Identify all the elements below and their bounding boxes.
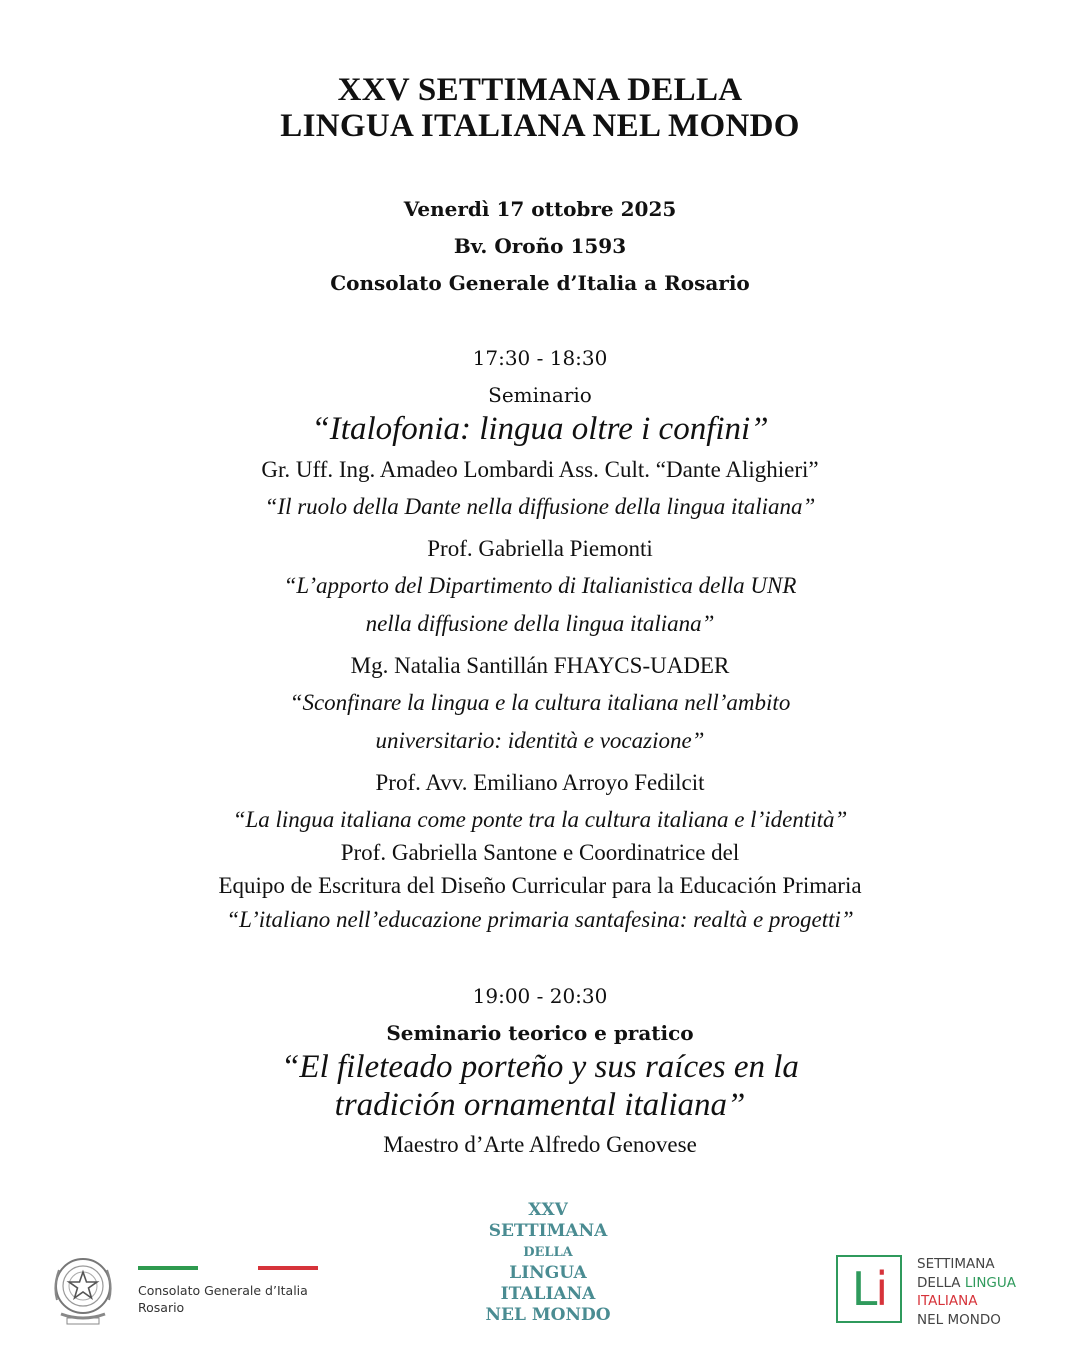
event-date: Venerdì 17 ottobre 2025 — [403, 197, 677, 221]
session1-time: 17:30 - 18:30 — [472, 346, 608, 370]
speaker-santone-line2: Equipo de Escritura del Diseño Curricular para la Educación Primaria — [218, 873, 862, 898]
li-line-italiana: ITALIANA — [917, 1293, 978, 1309]
topic-piemonti-line2: nella diffusione della lingua italiana” — [365, 611, 715, 636]
session2-title-line2: tradición ornamental italiana” — [334, 1087, 746, 1123]
italian-republic-emblem-icon — [47, 1248, 119, 1330]
center-logo-line: SETTIMANA — [488, 1221, 608, 1241]
li-word-lingua: LINGUA — [964, 1274, 1016, 1291]
li-line-settimana: SETTIMANA — [917, 1256, 995, 1272]
center-logo-line: DELLA — [523, 1245, 573, 1260]
consulate-name: Consolato Generale d’Italia — [138, 1283, 308, 1298]
topic-santone: “L’italiano nell’educazione primaria santafesina: realtà e progetti” — [226, 907, 854, 932]
session2-time: 19:00 - 20:30 — [472, 984, 608, 1008]
topic-arroyo: “La lingua italiana come ponte tra la cultura italiana e l’identità” — [232, 807, 848, 832]
topic-lombardi: “Il ruolo della Dante nella diffusione della lingua italiana” — [264, 494, 816, 519]
flag-green-segment — [138, 1266, 198, 1270]
session2-title-line1: “El fileteado porteño y sus raíces en la — [281, 1049, 799, 1085]
li-word-della: DELLA — [917, 1274, 961, 1291]
title-line-1: XXV SETTIMANA DELLA — [337, 72, 743, 108]
consulate-logo-text — [138, 1282, 308, 1316]
speaker-santone-line1: Prof. Gabriella Santone e Coordinatrice del — [340, 840, 740, 865]
li-letter-i: i — [875, 1262, 887, 1316]
session2-speaker: Maestro d’Arte Alfredo Genovese — [383, 1132, 697, 1157]
title-line-2: LINGUA ITALIANA NEL MONDO — [280, 108, 800, 144]
page-title — [0, 72, 1080, 144]
li-letter-l: L — [851, 1262, 876, 1316]
settimana-center-logo — [440, 1200, 656, 1326]
topic-santillan-line2: universitario: identità e vocazione” — [375, 728, 705, 753]
li-logo-text — [917, 1255, 1016, 1329]
center-logo-line: NEL MONDO — [485, 1305, 611, 1325]
event-venue: Consolato Generale d’Italia a Rosario — [330, 271, 750, 295]
li-line-nel-mondo: NEL MONDO — [917, 1311, 1001, 1328]
event-address: Bv. Oroño 1593 — [453, 234, 627, 258]
italian-flag-bar — [138, 1266, 318, 1270]
speaker-santillan: Mg. Natalia Santillán FHAYCS-UADER — [350, 653, 730, 678]
center-logo-line: XXV — [528, 1200, 568, 1220]
center-logo-line: LINGUA — [509, 1263, 587, 1283]
session2-type: Seminario teorico e pratico — [386, 1021, 694, 1045]
topic-piemonti-line1: “L’apporto del Dipartimento di Italianistica della UNR — [283, 573, 797, 598]
li-line-della-lingua — [917, 1274, 1016, 1293]
li-logo-icon — [836, 1255, 902, 1323]
speaker-arroyo: Prof. Avv. Emiliano Arroyo Fedilcit — [375, 770, 705, 795]
flag-white-segment — [198, 1266, 258, 1270]
flag-red-segment — [258, 1266, 318, 1270]
speaker-piemonti: Prof. Gabriella Piemonti — [427, 536, 653, 561]
session1-type: Seminario — [488, 383, 592, 407]
speaker-lombardi: Gr. Uff. Ing. Amadeo Lombardi Ass. Cult. “Dante Alighieri” — [261, 457, 819, 482]
session1-title: “Italofonia: lingua oltre i confini” — [311, 411, 769, 447]
consulate-city: Rosario — [138, 1300, 185, 1315]
center-logo-line: ITALIANA — [500, 1284, 596, 1304]
topic-santillan-line1: “Sconfinare la lingua e la cultura italiana nell’ambito — [289, 690, 791, 715]
